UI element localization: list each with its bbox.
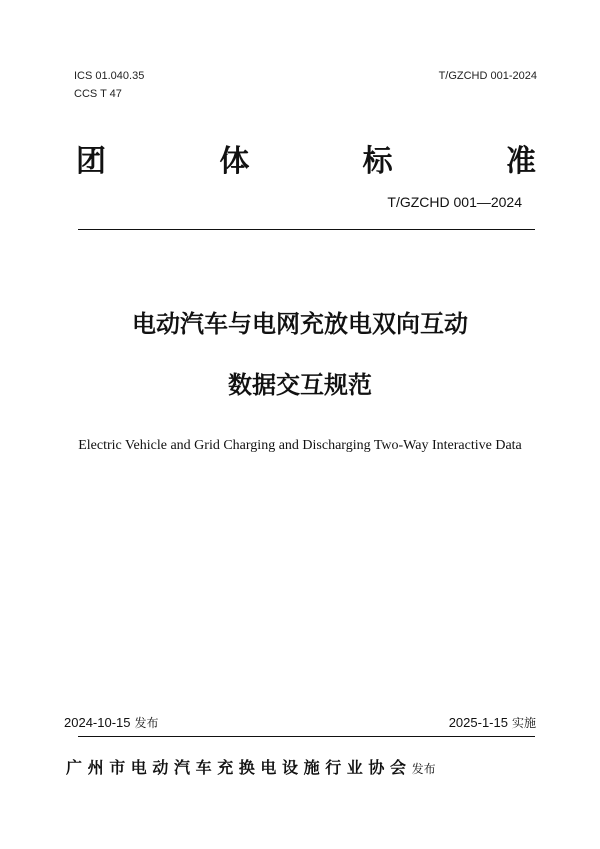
standard-number: T/GZCHD 001—2024	[387, 194, 522, 210]
implementation-date: 2025-1-15	[448, 715, 508, 730]
standard-type-char: 准	[505, 144, 536, 179]
issue-date-block	[64, 715, 159, 731]
issue-date: 2024-10-15	[64, 715, 131, 730]
title-zh-line1: 电动汽车与电网充放电双向互动	[132, 310, 468, 338]
ccs-code: CCS T 47	[74, 88, 122, 100]
top-divider	[78, 229, 535, 230]
standard-type-char: 标	[362, 144, 393, 179]
bottom-divider	[78, 736, 535, 737]
publisher-suffix: 发布	[411, 762, 436, 776]
title-zh-line2: 数据交互规范	[228, 371, 372, 399]
standard-code-header: T/GZCHD 001-2024	[438, 70, 537, 82]
title-english: Electric Vehicle and Grid Charging and Discharging Two-Way Interactive Data	[78, 438, 522, 453]
publisher-name: 广州市电动汽车充换电设施行业协会	[66, 758, 412, 777]
issue-label: 发布	[134, 716, 159, 730]
implementation-label: 实施	[511, 716, 536, 730]
standard-type-heading	[76, 142, 536, 182]
implementation-date-block	[449, 715, 536, 731]
publisher-line	[66, 757, 536, 780]
standard-type-char: 团	[76, 144, 106, 179]
standard-type-char: 体	[219, 144, 250, 179]
ics-code: ICS 01.040.35	[74, 70, 145, 82]
